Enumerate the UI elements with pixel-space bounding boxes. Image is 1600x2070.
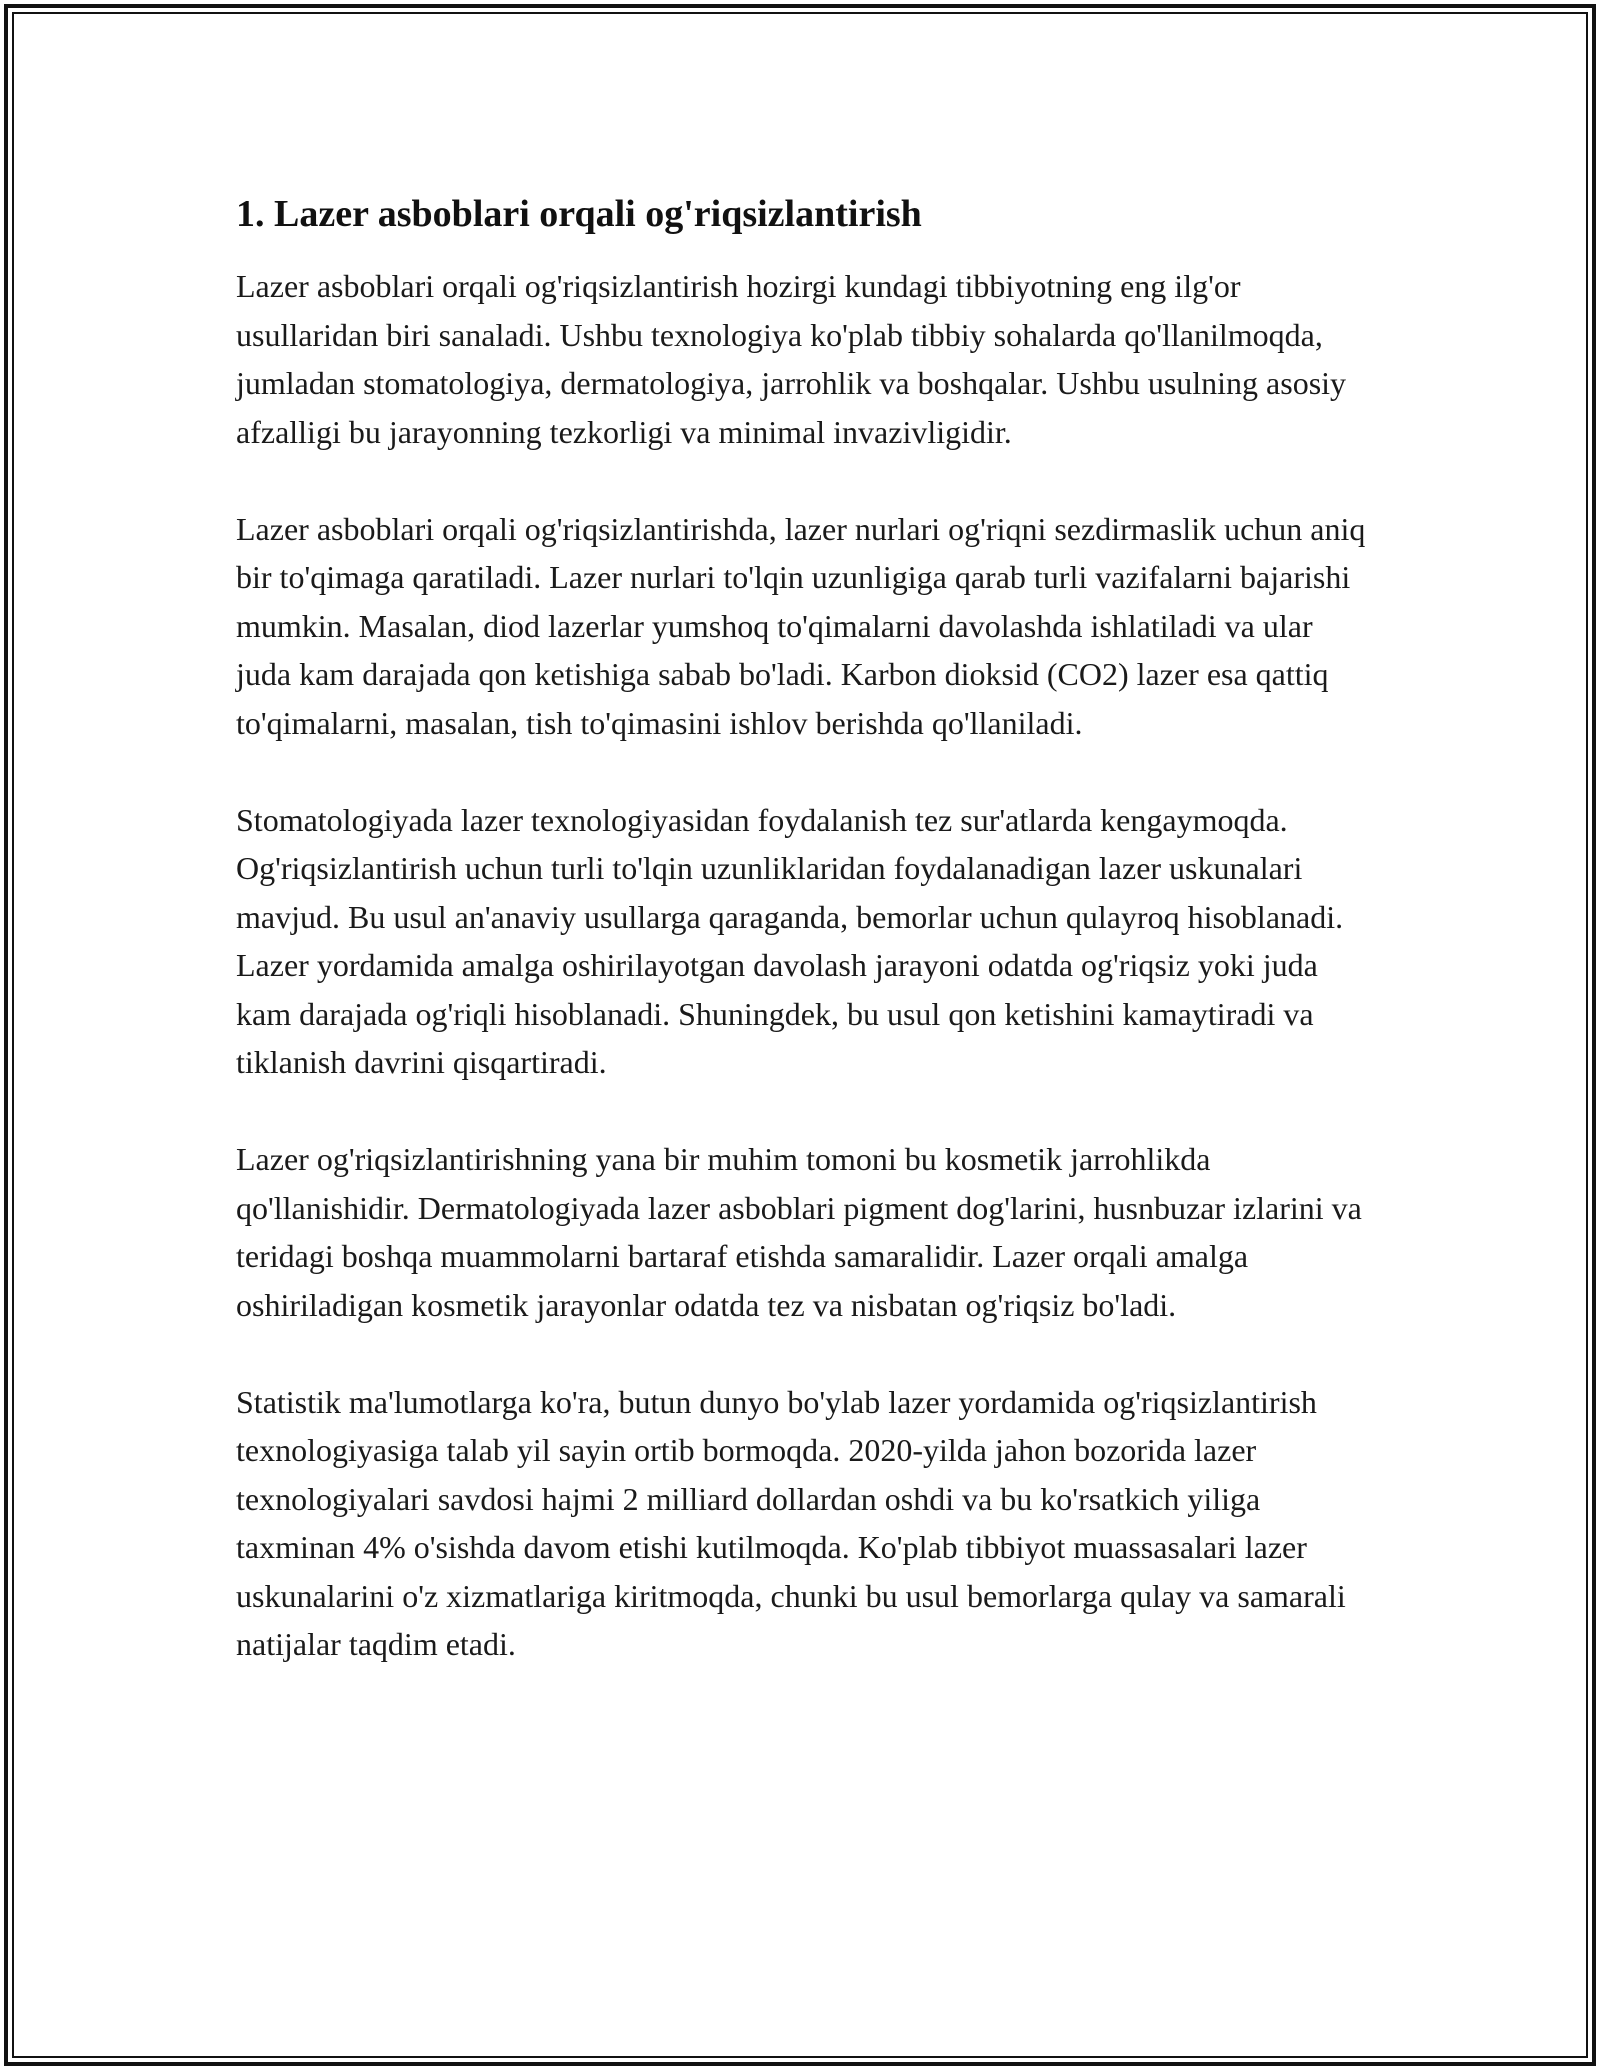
section-heading: 1. Lazer asboblari orqali og'riqsizlantirish [236,193,922,235]
paragraph-2: Lazer asboblari orqali og'riqsizlantirishda, lazer nurlari og'riqni sezdirmaslik uchun aniq bir to'qimaga qaratiladi. Lazer nurlari to'lqin uzunligiga qarab turli vazifalarni bajarishi mumkin. Masalan, diod lazerlar yumshoq to'qimalarni davolashda ishlatiladi va ular juda kam darajada qon ketishiga sabab bo'ladi. Karbon dioksid (CO2) lazer esa qattiq to'qimalarni, masalan, tish to'qimasini ishlov berishda qo'llaniladi. [236,510,1366,741]
document-body [236,188,1366,1669]
paragraph-3: Stomatologiyada lazer texnologiyasidan foydalanish tez sur'atlarda kengaymoqda. Og'riqsizlantirish uchun turli to'lqin uzunliklaridan foydalanadigan lazer uskunalari mavjud. Bu usul an'anaviy usullarga qaraganda, bemorlar uchun qulayroq hisoblanadi. Lazer yordamida amalga oshirilayotgan davolash jarayoni odatda og'riqsiz yoki juda kam darajada og'riqli hisoblanadi. Shuningdek, bu usul qon ketishini kamaytiradi va tiklanish davrini qisqartiradi. [236,801,1344,1080]
paragraph-1: Lazer asboblari orqali og'riqsizlantirish hozirgi kundagi tibbiyotning eng ilg'or usullaridan biri sanaladi. Ushbu texnologiya ko'plab tibbiy sohalarda qo'llanilmoqda, jumladan stomatologiya, dermatologiya, jarrohlik va boshqalar. Ushbu usulning asosiy afzalligi bu jarayonning tezkorligi va minimal invazivligidir. [236,268,1347,450]
paragraph-5: Statistik ma'lumotlarga ko'ra, butun dunyo bo'ylab lazer yordamida og'riqsizlantirish texnologiyasiga talab yil sayin ortib bormoqda. 2020-yilda jahon bozorida lazer texnologiyalari savdosi hajmi 2 milliard dollardan oshdi va bu ko'rsatkich yiliga taxminan 4% o'sishda davom etishi kutilmoqda. Ko'plab tibbiyot muassasalari lazer uskunalarini o'z xizmatlariga kiritmoqda, chunki bu usul bemorlarga qulay va samarali natijalar taqdim etadi. [236,1383,1346,1662]
paragraph-4: Lazer og'riqsizlantirishning yana bir muhim tomoni bu kosmetik jarrohlikda qo'llanishidir. Dermatologiyada lazer asboblari pigment dog'larini, husnbuzar izlarini va teridagi boshqa muammolarni bartaraf etishda samaralidir. Lazer orqali amalga oshiriladigan kosmetik jarayonlar odatda tez va nisbatan og'riqsiz bo'ladi. [236,1141,1362,1323]
paragraph-list [236,262,1366,1669]
